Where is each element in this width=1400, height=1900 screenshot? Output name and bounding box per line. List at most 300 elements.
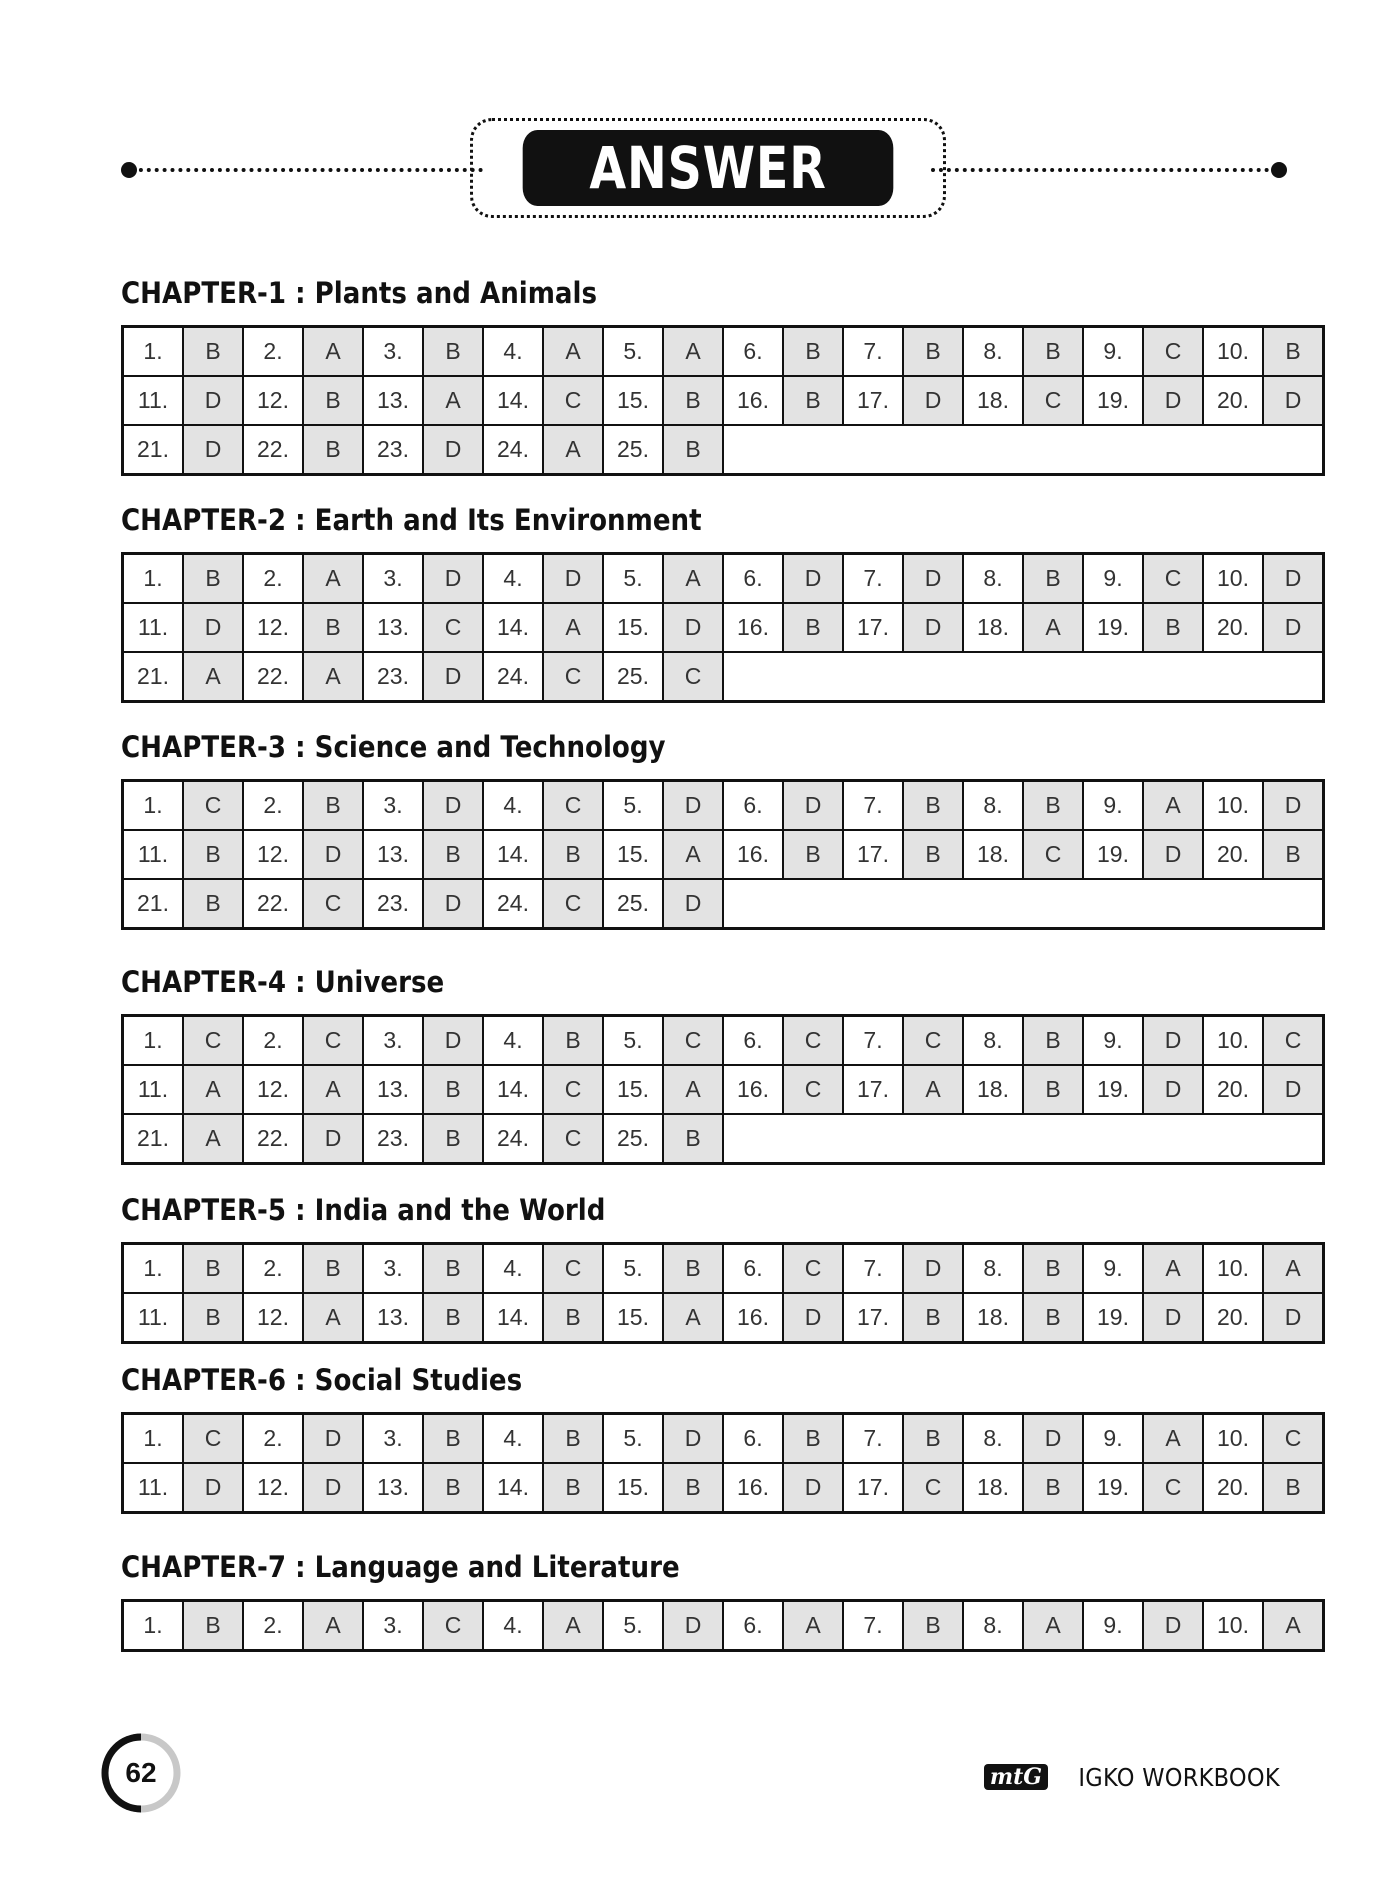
question-number: 23. <box>363 1114 423 1164</box>
answer-cell: B <box>663 376 723 425</box>
answer-table <box>121 552 1325 703</box>
question-number: 10. <box>1203 327 1263 377</box>
question-number: 8. <box>963 1244 1023 1294</box>
page-title: ANSWER KEYS <box>523 130 894 206</box>
answer-cell: A <box>543 425 603 475</box>
question-number: 6. <box>723 554 783 604</box>
question-number: 5. <box>603 1016 663 1066</box>
question-number: 2. <box>243 1016 303 1066</box>
question-number: 13. <box>363 1293 423 1343</box>
answer-cell: D <box>543 554 603 604</box>
question-number: 14. <box>483 376 543 425</box>
question-number: 18. <box>963 1065 1023 1114</box>
question-number: 16. <box>723 376 783 425</box>
answer-cell: B <box>663 1114 723 1164</box>
question-number: 24. <box>483 652 543 702</box>
question-number: 16. <box>723 1463 783 1513</box>
question-number: 16. <box>723 830 783 879</box>
answer-cell: D <box>303 1114 363 1164</box>
question-number: 9. <box>1083 1016 1143 1066</box>
answer-cell: D <box>303 1414 363 1464</box>
answer-cell: C <box>783 1016 843 1066</box>
question-number: 2. <box>243 1414 303 1464</box>
answer-cell: C <box>183 781 243 831</box>
empty-cell <box>723 425 783 475</box>
question-number: 20. <box>1203 1065 1263 1114</box>
question-number: 4. <box>483 1414 543 1464</box>
answer-cell: D <box>183 1463 243 1513</box>
answer-table <box>121 1599 1325 1652</box>
question-number: 19. <box>1083 1463 1143 1513</box>
answer-cell: A <box>663 830 723 879</box>
empty-cell <box>1023 1114 1083 1164</box>
answer-cell: B <box>663 425 723 475</box>
answer-cell: B <box>303 376 363 425</box>
empty-cell <box>843 425 903 475</box>
empty-cell <box>1083 1114 1143 1164</box>
chapter-title: CHAPTER-2 : Earth and Its Environment <box>121 503 702 537</box>
empty-cell <box>903 425 963 475</box>
answer-table <box>121 1412 1325 1514</box>
empty-cell <box>1203 652 1263 702</box>
answer-cell: C <box>543 1065 603 1114</box>
answer-cell: B <box>303 781 363 831</box>
answer-cell: B <box>183 830 243 879</box>
empty-cell <box>723 1114 783 1164</box>
answer-cell: C <box>783 1065 843 1114</box>
empty-cell <box>843 879 903 929</box>
answer-cell: C <box>543 1114 603 1164</box>
question-number: 3. <box>363 781 423 831</box>
answer-cell: B <box>183 327 243 377</box>
table-row <box>123 652 1324 702</box>
question-number: 7. <box>843 781 903 831</box>
chapter-4-section <box>121 962 1325 1165</box>
question-number: 13. <box>363 1463 423 1513</box>
answer-cell: A <box>423 376 483 425</box>
answer-cell: C <box>663 652 723 702</box>
answer-cell: D <box>303 1463 363 1513</box>
question-number: 5. <box>603 1244 663 1294</box>
empty-cell <box>783 652 843 702</box>
answer-cell: B <box>183 1601 243 1651</box>
brand-text: IGKO WORKBOOK <box>1078 1762 1280 1792</box>
answer-cell: B <box>423 327 483 377</box>
question-number: 6. <box>723 1601 783 1651</box>
question-number: 7. <box>843 554 903 604</box>
answer-cell: D <box>783 781 843 831</box>
question-number: 9. <box>1083 1414 1143 1464</box>
question-number: 9. <box>1083 554 1143 604</box>
question-number: 15. <box>603 603 663 652</box>
table-row <box>123 554 1324 604</box>
question-number: 22. <box>243 879 303 929</box>
question-number: 24. <box>483 879 543 929</box>
question-number: 4. <box>483 1016 543 1066</box>
question-number: 2. <box>243 327 303 377</box>
question-number: 2. <box>243 1601 303 1651</box>
empty-cell <box>903 652 963 702</box>
answer-cell: A <box>1143 1244 1203 1294</box>
answer-cell: D <box>183 603 243 652</box>
question-number: 5. <box>603 554 663 604</box>
question-number: 3. <box>363 1016 423 1066</box>
mtg-logo: mtG <box>984 1764 1048 1790</box>
answer-cell: B <box>543 1293 603 1343</box>
answer-cell: D <box>1263 554 1324 604</box>
answer-cell: B <box>1023 1463 1083 1513</box>
answer-cell: A <box>1143 781 1203 831</box>
answer-cell: D <box>663 1601 723 1651</box>
question-number: 1. <box>123 327 184 377</box>
answer-cell: D <box>1263 603 1324 652</box>
question-number: 19. <box>1083 376 1143 425</box>
answer-cell: A <box>543 327 603 377</box>
question-number: 20. <box>1203 376 1263 425</box>
page-number: 62 <box>125 1757 157 1788</box>
answer-cell: C <box>543 1244 603 1294</box>
empty-cell <box>1023 879 1083 929</box>
question-number: 6. <box>723 781 783 831</box>
question-number: 1. <box>123 1414 184 1464</box>
answer-cell: B <box>1023 554 1083 604</box>
table-row <box>123 830 1324 879</box>
answer-cell: B <box>903 1414 963 1464</box>
question-number: 6. <box>723 1414 783 1464</box>
question-number: 5. <box>603 1414 663 1464</box>
empty-cell <box>903 879 963 929</box>
answer-cell: B <box>1263 1463 1324 1513</box>
answer-table <box>121 779 1325 930</box>
answer-cell: A <box>1023 603 1083 652</box>
answer-cell: B <box>423 1244 483 1294</box>
answer-cell: D <box>1143 1016 1203 1066</box>
table-row <box>123 425 1324 475</box>
empty-cell <box>1143 879 1203 929</box>
answer-cell: B <box>663 1244 723 1294</box>
question-number: 5. <box>603 327 663 377</box>
empty-cell <box>1203 1114 1263 1164</box>
answer-cell: B <box>783 376 843 425</box>
question-number: 25. <box>603 879 663 929</box>
question-number: 14. <box>483 1463 543 1513</box>
empty-cell <box>1023 652 1083 702</box>
header-dot-right <box>1271 162 1287 178</box>
question-number: 12. <box>243 603 303 652</box>
question-number: 1. <box>123 554 184 604</box>
answer-cell: C <box>903 1016 963 1066</box>
table-row <box>123 1293 1324 1343</box>
answer-cell: D <box>1263 1293 1324 1343</box>
answer-cell: B <box>1143 603 1203 652</box>
question-number: 25. <box>603 652 663 702</box>
answer-cell: A <box>663 1065 723 1114</box>
empty-cell <box>1263 652 1324 702</box>
empty-cell <box>963 425 1023 475</box>
question-number: 23. <box>363 879 423 929</box>
answer-cell: A <box>543 603 603 652</box>
question-number: 4. <box>483 781 543 831</box>
question-number: 8. <box>963 781 1023 831</box>
table-row <box>123 376 1324 425</box>
question-number: 7. <box>843 1016 903 1066</box>
question-number: 21. <box>123 652 184 702</box>
answer-table <box>121 1014 1325 1165</box>
empty-cell <box>783 1114 843 1164</box>
question-number: 10. <box>1203 554 1263 604</box>
question-number: 9. <box>1083 1601 1143 1651</box>
empty-cell <box>783 425 843 475</box>
answer-cell: A <box>303 1601 363 1651</box>
chapter-7-section <box>121 1547 1325 1652</box>
answer-cell: C <box>303 879 363 929</box>
empty-cell <box>783 879 843 929</box>
answer-cell: C <box>183 1016 243 1066</box>
answer-cell: B <box>543 830 603 879</box>
answer-cell: A <box>303 327 363 377</box>
question-number: 8. <box>963 1601 1023 1651</box>
answer-cell: B <box>423 1065 483 1114</box>
empty-cell <box>1143 425 1203 475</box>
answer-cell: C <box>1143 1463 1203 1513</box>
table-row <box>123 1244 1324 1294</box>
question-number: 3. <box>363 554 423 604</box>
question-number: 17. <box>843 1463 903 1513</box>
answer-cell: B <box>423 1114 483 1164</box>
answer-cell: A <box>663 1293 723 1343</box>
empty-cell <box>1203 425 1263 475</box>
question-number: 13. <box>363 1065 423 1114</box>
question-number: 10. <box>1203 1016 1263 1066</box>
empty-cell <box>843 1114 903 1164</box>
question-number: 15. <box>603 1293 663 1343</box>
answer-cell: B <box>183 554 243 604</box>
table-row <box>123 1463 1324 1513</box>
question-number: 3. <box>363 327 423 377</box>
question-number: 14. <box>483 1293 543 1343</box>
answer-cell: D <box>423 1016 483 1066</box>
answer-cell: B <box>783 327 843 377</box>
answer-cell: B <box>543 1463 603 1513</box>
question-number: 21. <box>123 1114 184 1164</box>
answer-cell: B <box>903 781 963 831</box>
answer-cell: C <box>1263 1016 1324 1066</box>
answer-cell: D <box>423 554 483 604</box>
question-number: 20. <box>1203 1293 1263 1343</box>
question-number: 20. <box>1203 603 1263 652</box>
answer-cell: A <box>183 1065 243 1114</box>
empty-cell <box>1083 879 1143 929</box>
table-row <box>123 879 1324 929</box>
answer-cell: A <box>903 1065 963 1114</box>
answer-cell: A <box>1263 1244 1324 1294</box>
answer-cell: D <box>423 781 483 831</box>
empty-cell <box>1263 1114 1324 1164</box>
question-number: 6. <box>723 1244 783 1294</box>
question-number: 17. <box>843 376 903 425</box>
question-number: 12. <box>243 1463 303 1513</box>
question-number: 4. <box>483 554 543 604</box>
answer-cell: B <box>1023 327 1083 377</box>
answer-cell: B <box>423 830 483 879</box>
question-number: 8. <box>963 1016 1023 1066</box>
answer-cell: B <box>903 1293 963 1343</box>
question-number: 16. <box>723 1065 783 1114</box>
empty-cell <box>1083 425 1143 475</box>
answer-cell: D <box>663 603 723 652</box>
answer-cell: C <box>783 1244 843 1294</box>
question-number: 11. <box>123 830 184 879</box>
table-row <box>123 327 1324 377</box>
answer-cell: A <box>303 1065 363 1114</box>
question-number: 17. <box>843 1065 903 1114</box>
question-number: 19. <box>1083 1293 1143 1343</box>
empty-cell <box>723 879 783 929</box>
answer-cell: C <box>1143 554 1203 604</box>
question-number: 4. <box>483 327 543 377</box>
question-number: 8. <box>963 554 1023 604</box>
question-number: 2. <box>243 1244 303 1294</box>
table-row <box>123 603 1324 652</box>
answer-cell: A <box>663 554 723 604</box>
chapter-title: CHAPTER-6 : Social Studies <box>121 1363 523 1397</box>
answer-cell: D <box>1143 1601 1203 1651</box>
answer-cell: B <box>183 879 243 929</box>
empty-cell <box>963 879 1023 929</box>
question-number: 19. <box>1083 603 1143 652</box>
answer-cell: A <box>183 1114 243 1164</box>
answer-cell: B <box>183 1244 243 1294</box>
chapter-title: CHAPTER-4 : Universe <box>121 965 445 999</box>
empty-cell <box>1143 652 1203 702</box>
answer-cell: C <box>1023 830 1083 879</box>
question-number: 2. <box>243 554 303 604</box>
answer-cell: D <box>423 425 483 475</box>
empty-cell <box>963 652 1023 702</box>
answer-cell: D <box>663 879 723 929</box>
question-number: 11. <box>123 376 184 425</box>
answer-cell: B <box>543 1414 603 1464</box>
answer-cell: B <box>1023 781 1083 831</box>
question-number: 13. <box>363 376 423 425</box>
question-number: 20. <box>1203 1463 1263 1513</box>
empty-cell <box>963 1114 1023 1164</box>
question-number: 3. <box>363 1414 423 1464</box>
question-number: 23. <box>363 425 423 475</box>
answer-cell: D <box>1143 830 1203 879</box>
question-number: 15. <box>603 376 663 425</box>
question-number: 25. <box>603 425 663 475</box>
empty-cell <box>1143 1114 1203 1164</box>
title-badge <box>470 118 946 278</box>
question-number: 6. <box>723 1016 783 1066</box>
question-number: 1. <box>123 781 184 831</box>
page-number-badge <box>100 1732 182 1814</box>
chapter-title: CHAPTER-1 : Plants and Animals <box>121 276 598 310</box>
table-row <box>123 1016 1324 1066</box>
question-number: 3. <box>363 1601 423 1651</box>
answer-cell: A <box>783 1601 843 1651</box>
empty-cell <box>843 652 903 702</box>
table-row <box>123 1414 1324 1464</box>
question-number: 7. <box>843 1244 903 1294</box>
question-number: 4. <box>483 1244 543 1294</box>
question-number: 11. <box>123 1065 184 1114</box>
answer-cell: C <box>303 1016 363 1066</box>
question-number: 16. <box>723 1293 783 1343</box>
answer-cell: D <box>783 1463 843 1513</box>
answer-cell: D <box>423 652 483 702</box>
answer-cell: B <box>1023 1065 1083 1114</box>
answer-cell: B <box>903 327 963 377</box>
answer-cell: C <box>903 1463 963 1513</box>
empty-cell <box>1263 879 1324 929</box>
empty-cell <box>1203 879 1263 929</box>
empty-cell <box>1023 425 1083 475</box>
question-number: 22. <box>243 652 303 702</box>
question-number: 17. <box>843 1293 903 1343</box>
question-number: 9. <box>1083 327 1143 377</box>
answer-cell: A <box>303 1293 363 1343</box>
answer-cell: A <box>303 652 363 702</box>
empty-cell <box>903 1114 963 1164</box>
answer-cell: B <box>543 1016 603 1066</box>
answer-cell: C <box>663 1016 723 1066</box>
answer-cell: B <box>423 1414 483 1464</box>
answer-cell: A <box>543 1601 603 1651</box>
answer-cell: D <box>903 1244 963 1294</box>
question-number: 20. <box>1203 830 1263 879</box>
answer-cell: D <box>783 554 843 604</box>
question-number: 14. <box>483 830 543 879</box>
question-number: 8. <box>963 327 1023 377</box>
question-number: 21. <box>123 425 184 475</box>
question-number: 17. <box>843 830 903 879</box>
header-rule-right <box>931 168 1277 172</box>
answer-cell: C <box>1143 327 1203 377</box>
answer-cell: D <box>783 1293 843 1343</box>
question-number: 10. <box>1203 1244 1263 1294</box>
question-number: 12. <box>243 1293 303 1343</box>
question-number: 23. <box>363 652 423 702</box>
answer-cell: B <box>663 1463 723 1513</box>
question-number: 13. <box>363 603 423 652</box>
page-header <box>121 118 1287 278</box>
empty-cell <box>1083 652 1143 702</box>
answer-cell: D <box>183 425 243 475</box>
question-number: 24. <box>483 425 543 475</box>
question-number: 10. <box>1203 1414 1263 1464</box>
chapter-1-section <box>121 273 1325 476</box>
answer-cell: A <box>303 554 363 604</box>
table-row <box>123 1601 1324 1651</box>
question-number: 3. <box>363 1244 423 1294</box>
answer-cell: D <box>1263 781 1324 831</box>
answer-cell: B <box>1263 327 1324 377</box>
answer-cell: B <box>1023 1244 1083 1294</box>
question-number: 1. <box>123 1016 184 1066</box>
question-number: 12. <box>243 376 303 425</box>
question-number: 12. <box>243 830 303 879</box>
chapter-5-section <box>121 1190 1325 1344</box>
question-number: 5. <box>603 1601 663 1651</box>
answer-cell: C <box>1263 1414 1324 1464</box>
answer-cell: B <box>303 1244 363 1294</box>
answer-cell: B <box>303 425 363 475</box>
answer-cell: C <box>543 781 603 831</box>
answer-cell: C <box>543 879 603 929</box>
answer-cell: B <box>783 830 843 879</box>
